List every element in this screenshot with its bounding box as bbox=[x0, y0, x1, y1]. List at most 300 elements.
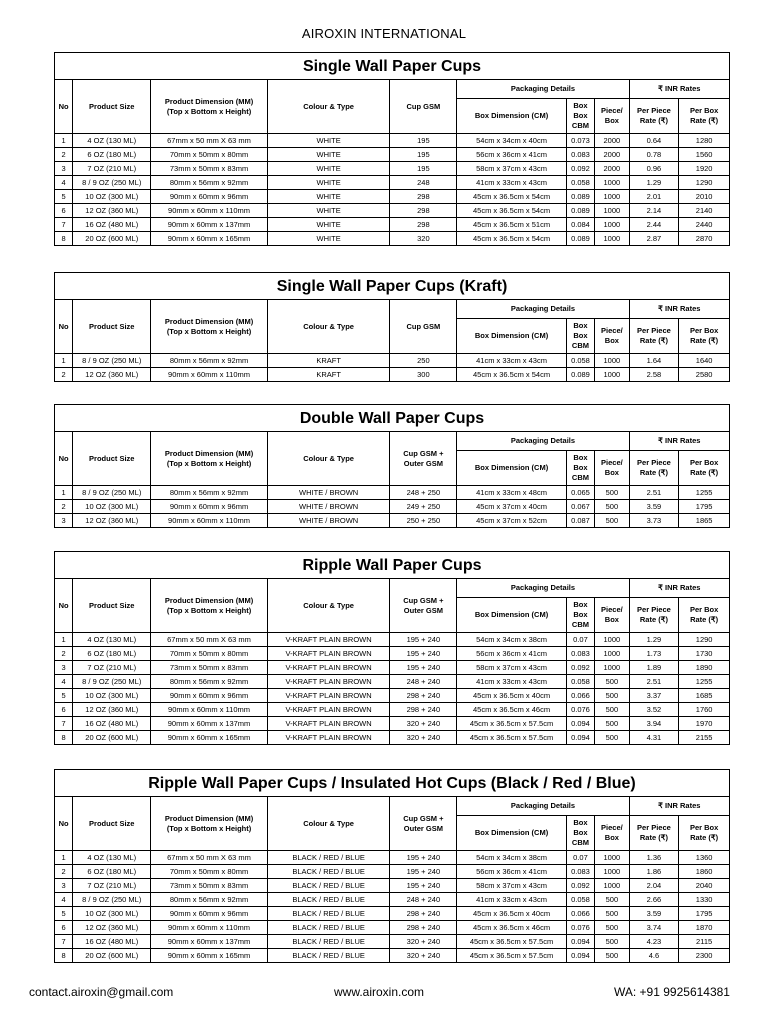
cell-product-size: 20 OZ (600 ML) bbox=[73, 731, 151, 745]
cell-per-box-rate: 2140 bbox=[679, 204, 730, 218]
cell-box-cbm: 0.066 bbox=[566, 907, 594, 921]
cell-box-cbm: 0.083 bbox=[566, 148, 594, 162]
table-row bbox=[55, 190, 730, 204]
cell-per-box-rate: 1870 bbox=[679, 921, 730, 935]
cell-dimension: 90mm x 60mm x 96mm bbox=[151, 190, 268, 204]
header-no: No bbox=[55, 300, 73, 354]
cell-cup-gsm: 248 + 250 bbox=[390, 486, 457, 500]
cell-cup-gsm: 195 + 240 bbox=[390, 851, 457, 865]
header-per-piece-rate bbox=[629, 451, 679, 486]
header-gsm-line1: Cup GSM + bbox=[403, 448, 444, 458]
cell-dimension: 80mm x 56mm x 92mm bbox=[151, 675, 268, 689]
cell-colour-type: WHITE bbox=[267, 134, 390, 148]
cell-no: 8 bbox=[55, 232, 73, 246]
cell-per-piece-rate: 2.51 bbox=[629, 486, 679, 500]
header-per-piece-rate bbox=[629, 319, 679, 354]
cell-product-size: 4 OZ (130 ML) bbox=[73, 134, 151, 148]
header-row bbox=[55, 579, 730, 598]
cell-dimension: 90mm x 60mm x 137mm bbox=[151, 935, 268, 949]
header-per-box-rate bbox=[679, 816, 730, 851]
header-pb-line2: Rate (₹) bbox=[690, 833, 719, 842]
cell-product-size: 7 OZ (210 ML) bbox=[73, 879, 151, 893]
table-row bbox=[55, 935, 730, 949]
cell-dimension: 73mm x 50mm x 83mm bbox=[151, 879, 268, 893]
header-cbm-line2: Box bbox=[573, 828, 588, 837]
cell-dimension: 73mm x 50mm x 83mm bbox=[151, 661, 268, 675]
cell-cup-gsm: 320 bbox=[390, 232, 457, 246]
cell-no: 6 bbox=[55, 204, 73, 218]
cell-piece-box: 1000 bbox=[595, 354, 629, 368]
cell-no: 2 bbox=[55, 865, 73, 879]
cell-no: 1 bbox=[55, 354, 73, 368]
cell-per-box-rate: 1290 bbox=[679, 176, 730, 190]
cell-cup-gsm: 248 + 240 bbox=[390, 675, 457, 689]
header-pb-line1: Per Box bbox=[689, 458, 719, 467]
header-piece-box bbox=[595, 816, 629, 851]
header-packaging-details: Packaging Details bbox=[457, 432, 629, 451]
cell-box-dimension: 45cm x 36.5cm x 57.5cm bbox=[457, 949, 566, 963]
header-dim-line2: (Top x Bottom x Height) bbox=[166, 106, 252, 116]
header-colour-type: Colour & Type bbox=[267, 579, 390, 633]
cell-box-dimension: 45cm x 36.5cm x 40cm bbox=[457, 907, 566, 921]
cell-colour-type: BLACK / RED / BLUE bbox=[267, 851, 390, 865]
cell-per-piece-rate: 2.66 bbox=[629, 893, 679, 907]
cell-no: 5 bbox=[55, 190, 73, 204]
cell-box-cbm: 0.083 bbox=[566, 865, 594, 879]
header-box-cbm bbox=[566, 99, 594, 134]
cell-box-dimension: 41cm x 33cm x 43cm bbox=[457, 176, 566, 190]
cell-colour-type: V-KRAFT PLAIN BROWN bbox=[267, 647, 390, 661]
table-row bbox=[55, 514, 730, 528]
header-colour-type: Colour & Type bbox=[267, 432, 390, 486]
cell-box-cbm: 0.067 bbox=[566, 500, 594, 514]
cell-colour-type: BLACK / RED / BLUE bbox=[267, 879, 390, 893]
header-pb-line2: Rate (₹) bbox=[690, 615, 719, 624]
header-cup-gsm bbox=[390, 579, 457, 633]
header-inr-rates: ₹ INR Rates bbox=[629, 797, 729, 816]
cell-per-piece-rate: 0.96 bbox=[629, 162, 679, 176]
section-title: Double Wall Paper Cups bbox=[54, 404, 730, 431]
cell-product-size: 10 OZ (300 ML) bbox=[73, 190, 151, 204]
cell-box-cbm: 0.089 bbox=[566, 232, 594, 246]
header-pp-line1: Per Piece bbox=[637, 106, 671, 115]
cell-box-dimension: 56cm x 36cm x 41cm bbox=[457, 865, 566, 879]
cell-per-box-rate: 1795 bbox=[679, 500, 730, 514]
cell-piece-box: 2000 bbox=[595, 148, 629, 162]
header-row bbox=[55, 797, 730, 816]
cell-dimension: 67mm x 50 mm X 63 mm bbox=[151, 134, 268, 148]
cell-colour-type: V-KRAFT PLAIN BROWN bbox=[267, 633, 390, 647]
cell-colour-type: V-KRAFT PLAIN BROWN bbox=[267, 717, 390, 731]
cell-per-box-rate: 1890 bbox=[679, 661, 730, 675]
cell-colour-type: WHITE bbox=[267, 176, 390, 190]
cell-dimension: 90mm x 60mm x 110mm bbox=[151, 204, 268, 218]
header-cbm-line3: CBM bbox=[571, 121, 589, 130]
cell-box-dimension: 41cm x 33cm x 43cm bbox=[457, 893, 566, 907]
table-row bbox=[55, 717, 730, 731]
cell-piece-box: 1000 bbox=[595, 879, 629, 893]
cell-per-piece-rate: 1.29 bbox=[629, 176, 679, 190]
cell-per-piece-rate: 1.64 bbox=[629, 354, 679, 368]
cell-colour-type: WHITE bbox=[267, 218, 390, 232]
footer-website: www.airoxin.com bbox=[334, 985, 425, 999]
header-piece-line2: Box bbox=[604, 833, 619, 842]
header-product-dimension bbox=[151, 80, 268, 134]
cell-cup-gsm: 298 bbox=[390, 204, 457, 218]
cell-per-piece-rate: 2.87 bbox=[629, 232, 679, 246]
cell-product-size: 12 OZ (360 ML) bbox=[73, 921, 151, 935]
cell-colour-type: WHITE bbox=[267, 232, 390, 246]
cell-colour-type: BLACK / RED / BLUE bbox=[267, 865, 390, 879]
cell-product-size: 7 OZ (210 ML) bbox=[73, 661, 151, 675]
table-row bbox=[55, 731, 730, 745]
cell-no: 8 bbox=[55, 949, 73, 963]
header-per-piece-rate bbox=[629, 99, 679, 134]
cell-dimension: 80mm x 56mm x 92mm bbox=[151, 893, 268, 907]
cell-box-dimension: 58cm x 37cm x 43cm bbox=[457, 661, 566, 675]
cell-box-dimension: 41cm x 33cm x 48cm bbox=[457, 486, 566, 500]
cell-per-box-rate: 2155 bbox=[679, 731, 730, 745]
header-per-box-rate bbox=[679, 319, 730, 354]
cell-per-piece-rate: 3.52 bbox=[629, 703, 679, 717]
cell-per-box-rate: 1360 bbox=[679, 851, 730, 865]
header-cbm-line1: Box bbox=[573, 453, 588, 462]
cell-product-size: 8 / 9 OZ (250 ML) bbox=[73, 176, 151, 190]
cell-product-size: 6 OZ (180 ML) bbox=[73, 865, 151, 879]
header-packaging-details: Packaging Details bbox=[457, 579, 629, 598]
cell-no: 2 bbox=[55, 368, 73, 382]
header-no: No bbox=[55, 797, 73, 851]
footer-phone: WA: +91 9925614381 bbox=[614, 985, 730, 999]
header-row bbox=[55, 300, 730, 319]
header-product-dimension bbox=[151, 579, 268, 633]
cell-dimension: 73mm x 50mm x 83mm bbox=[151, 162, 268, 176]
price-table bbox=[54, 431, 730, 528]
header-colour-type: Colour & Type bbox=[267, 80, 390, 134]
cell-per-piece-rate: 2.51 bbox=[629, 675, 679, 689]
header-gsm-line2: Outer GSM bbox=[403, 458, 443, 468]
cell-box-cbm: 0.089 bbox=[566, 368, 594, 382]
cell-product-size: 10 OZ (300 ML) bbox=[73, 689, 151, 703]
header-product-dimension bbox=[151, 797, 268, 851]
cell-piece-box: 500 bbox=[595, 717, 629, 731]
cell-piece-box: 1000 bbox=[595, 190, 629, 204]
cell-box-cbm: 0.094 bbox=[566, 935, 594, 949]
cell-piece-box: 500 bbox=[595, 703, 629, 717]
cell-box-cbm: 0.094 bbox=[566, 717, 594, 731]
header-cbm-line1: Box bbox=[573, 600, 588, 609]
header-gsm-line1: Cup GSM + bbox=[403, 595, 444, 605]
header-pp-line1: Per Piece bbox=[637, 605, 671, 614]
cell-box-dimension: 45cm x 36.5cm x 51cm bbox=[457, 218, 566, 232]
cell-colour-type: KRAFT bbox=[267, 368, 390, 382]
header-inr-rates: ₹ INR Rates bbox=[629, 432, 729, 451]
cell-box-cbm: 0.058 bbox=[566, 176, 594, 190]
cell-product-size: 8 / 9 OZ (250 ML) bbox=[73, 675, 151, 689]
table-row bbox=[55, 893, 730, 907]
cell-product-size: 8 / 9 OZ (250 ML) bbox=[73, 486, 151, 500]
table-row bbox=[55, 148, 730, 162]
cell-piece-box: 500 bbox=[595, 731, 629, 745]
cell-colour-type: WHITE / BROWN bbox=[267, 514, 390, 528]
cell-no: 7 bbox=[55, 218, 73, 232]
table-row bbox=[55, 134, 730, 148]
cell-cup-gsm: 320 + 240 bbox=[390, 935, 457, 949]
cell-cup-gsm: 195 + 240 bbox=[390, 661, 457, 675]
cell-cup-gsm: 250 + 250 bbox=[390, 514, 457, 528]
header-box-dimension: Box Dimension (CM) bbox=[457, 598, 566, 633]
header-product-size: Product Size bbox=[73, 300, 151, 354]
cell-per-piece-rate: 4.31 bbox=[629, 731, 679, 745]
cell-product-size: 16 OZ (480 ML) bbox=[73, 935, 151, 949]
header-pp-line2: Rate (₹) bbox=[639, 116, 668, 125]
cell-product-size: 16 OZ (480 ML) bbox=[73, 717, 151, 731]
header-dim-line2: (Top x Bottom x Height) bbox=[166, 605, 252, 615]
header-per-box-rate bbox=[679, 451, 730, 486]
cell-dimension: 90mm x 60mm x 110mm bbox=[151, 514, 268, 528]
cell-cup-gsm: 250 bbox=[390, 354, 457, 368]
cell-per-piece-rate: 3.94 bbox=[629, 717, 679, 731]
cell-no: 7 bbox=[55, 935, 73, 949]
header-pb-line1: Per Box bbox=[689, 605, 719, 614]
table-row bbox=[55, 368, 730, 382]
cell-no: 1 bbox=[55, 633, 73, 647]
cell-per-piece-rate: 1.29 bbox=[629, 633, 679, 647]
cell-product-size: 6 OZ (180 ML) bbox=[73, 148, 151, 162]
cell-dimension: 90mm x 60mm x 96mm bbox=[151, 689, 268, 703]
header-pp-line2: Rate (₹) bbox=[639, 336, 668, 345]
table-row bbox=[55, 865, 730, 879]
header-box-dimension: Box Dimension (CM) bbox=[457, 451, 566, 486]
cell-per-box-rate: 1970 bbox=[679, 717, 730, 731]
header-cbm-line1: Box bbox=[573, 321, 588, 330]
cell-piece-box: 500 bbox=[595, 486, 629, 500]
header-cbm-line3: CBM bbox=[571, 620, 589, 629]
header-per-box-rate bbox=[679, 99, 730, 134]
cell-cup-gsm: 298 bbox=[390, 190, 457, 204]
header-piece-line2: Box bbox=[604, 336, 619, 345]
cell-no: 6 bbox=[55, 703, 73, 717]
cell-per-box-rate: 1730 bbox=[679, 647, 730, 661]
table-row bbox=[55, 204, 730, 218]
cell-product-size: 12 OZ (360 ML) bbox=[73, 703, 151, 717]
header-per-box-rate bbox=[679, 598, 730, 633]
cell-product-size: 10 OZ (300 ML) bbox=[73, 907, 151, 921]
header-piece-line1: Piece/ bbox=[601, 823, 623, 832]
cell-box-cbm: 0.07 bbox=[566, 633, 594, 647]
cell-box-dimension: 45cm x 36.5cm x 57.5cm bbox=[457, 935, 566, 949]
header-cbm-line2: Box bbox=[573, 331, 588, 340]
header-cbm-line3: CBM bbox=[571, 838, 589, 847]
header-piece-line1: Piece/ bbox=[601, 106, 623, 115]
cell-piece-box: 500 bbox=[595, 935, 629, 949]
header-pb-line1: Per Box bbox=[689, 106, 719, 115]
cell-piece-box: 1000 bbox=[595, 661, 629, 675]
table-row bbox=[55, 232, 730, 246]
cell-per-box-rate: 2010 bbox=[679, 190, 730, 204]
cell-box-cbm: 0.092 bbox=[566, 162, 594, 176]
header-dim-line1: Product Dimension (MM) bbox=[164, 448, 254, 458]
cell-box-cbm: 0.058 bbox=[566, 675, 594, 689]
table-row bbox=[55, 647, 730, 661]
header-piece-line2: Box bbox=[604, 615, 619, 624]
cell-product-size: 7 OZ (210 ML) bbox=[73, 162, 151, 176]
header-cbm-line1: Box bbox=[573, 101, 588, 110]
cell-no: 6 bbox=[55, 921, 73, 935]
cell-piece-box: 1000 bbox=[595, 368, 629, 382]
header-packaging-details: Packaging Details bbox=[457, 797, 629, 816]
price-table bbox=[54, 796, 730, 963]
cell-box-cbm: 0.089 bbox=[566, 204, 594, 218]
cell-colour-type: WHITE bbox=[267, 204, 390, 218]
header-pp-line2: Rate (₹) bbox=[639, 468, 668, 477]
cell-no: 5 bbox=[55, 689, 73, 703]
cell-box-dimension: 45cm x 36.5cm x 57.5cm bbox=[457, 731, 566, 745]
cell-per-box-rate: 2300 bbox=[679, 949, 730, 963]
cell-no: 1 bbox=[55, 486, 73, 500]
header-packaging-details: Packaging Details bbox=[457, 80, 629, 99]
section-title: Single Wall Paper Cups (Kraft) bbox=[54, 272, 730, 299]
table-row bbox=[55, 486, 730, 500]
cell-per-piece-rate: 3.73 bbox=[629, 514, 679, 528]
cell-cup-gsm: 195 bbox=[390, 134, 457, 148]
cell-per-piece-rate: 2.58 bbox=[629, 368, 679, 382]
header-cbm-line2: Box bbox=[573, 463, 588, 472]
header-dim-line1: Product Dimension (MM) bbox=[164, 595, 254, 605]
header-product-size: Product Size bbox=[73, 432, 151, 486]
header-row bbox=[55, 80, 730, 99]
header-pb-line2: Rate (₹) bbox=[690, 468, 719, 477]
header-cbm-line2: Box bbox=[573, 111, 588, 120]
cell-per-piece-rate: 0.64 bbox=[629, 134, 679, 148]
header-packaging-details: Packaging Details bbox=[457, 300, 629, 319]
cell-no: 8 bbox=[55, 731, 73, 745]
cell-dimension: 90mm x 60mm x 96mm bbox=[151, 907, 268, 921]
cell-piece-box: 1000 bbox=[595, 647, 629, 661]
cell-colour-type: BLACK / RED / BLUE bbox=[267, 921, 390, 935]
cell-cup-gsm: 298 + 240 bbox=[390, 703, 457, 717]
cell-per-piece-rate: 2.04 bbox=[629, 879, 679, 893]
header-per-piece-rate bbox=[629, 598, 679, 633]
cell-no: 4 bbox=[55, 675, 73, 689]
table-row bbox=[55, 703, 730, 717]
cell-cup-gsm: 298 + 240 bbox=[390, 689, 457, 703]
cell-product-size: 8 / 9 OZ (250 ML) bbox=[73, 354, 151, 368]
cell-colour-type: WHITE bbox=[267, 162, 390, 176]
cell-per-box-rate: 1560 bbox=[679, 148, 730, 162]
section-single-wall bbox=[54, 52, 730, 246]
cell-box-cbm: 0.092 bbox=[566, 661, 594, 675]
cell-no: 4 bbox=[55, 893, 73, 907]
cell-piece-box: 2000 bbox=[595, 162, 629, 176]
cell-piece-box: 1000 bbox=[595, 204, 629, 218]
table-row bbox=[55, 921, 730, 935]
cell-colour-type: BLACK / RED / BLUE bbox=[267, 893, 390, 907]
header-no: No bbox=[55, 579, 73, 633]
cell-box-cbm: 0.058 bbox=[566, 893, 594, 907]
header-no: No bbox=[55, 432, 73, 486]
cell-no: 2 bbox=[55, 500, 73, 514]
cell-no: 1 bbox=[55, 851, 73, 865]
cell-product-size: 16 OZ (480 ML) bbox=[73, 218, 151, 232]
header-piece-box bbox=[595, 451, 629, 486]
cell-colour-type: BLACK / RED / BLUE bbox=[267, 935, 390, 949]
header-pb-line1: Per Box bbox=[689, 326, 719, 335]
header-cup-gsm bbox=[390, 797, 457, 851]
cell-box-dimension: 45cm x 36.5cm x 54cm bbox=[457, 368, 566, 382]
cell-per-box-rate: 1860 bbox=[679, 865, 730, 879]
cell-piece-box: 500 bbox=[595, 675, 629, 689]
header-pb-line2: Rate (₹) bbox=[690, 116, 719, 125]
cell-box-dimension: 45cm x 36.5cm x 54cm bbox=[457, 190, 566, 204]
cell-per-box-rate: 2115 bbox=[679, 935, 730, 949]
header-pp-line2: Rate (₹) bbox=[639, 615, 668, 624]
cell-box-cbm: 0.087 bbox=[566, 514, 594, 528]
cell-dimension: 80mm x 56mm x 92mm bbox=[151, 176, 268, 190]
header-pp-line1: Per Piece bbox=[637, 823, 671, 832]
cell-product-size: 4 OZ (130 ML) bbox=[73, 633, 151, 647]
cell-cup-gsm: 298 + 240 bbox=[390, 921, 457, 935]
header-inr-rates: ₹ INR Rates bbox=[629, 579, 729, 598]
cell-dimension: 67mm x 50 mm X 63 mm bbox=[151, 851, 268, 865]
header-colour-type: Colour & Type bbox=[267, 300, 390, 354]
header-product-dimension bbox=[151, 300, 268, 354]
cell-per-piece-rate: 4.6 bbox=[629, 949, 679, 963]
cell-box-cbm: 0.073 bbox=[566, 134, 594, 148]
cell-colour-type: V-KRAFT PLAIN BROWN bbox=[267, 661, 390, 675]
cell-per-box-rate: 1280 bbox=[679, 134, 730, 148]
cell-product-size: 12 OZ (360 ML) bbox=[73, 514, 151, 528]
table-row bbox=[55, 500, 730, 514]
cell-piece-box: 1000 bbox=[595, 232, 629, 246]
cell-box-dimension: 54cm x 34cm x 38cm bbox=[457, 633, 566, 647]
cell-per-piece-rate: 0.78 bbox=[629, 148, 679, 162]
header-dim-line2: (Top x Bottom x Height) bbox=[166, 823, 252, 833]
cell-cup-gsm: 195 bbox=[390, 148, 457, 162]
cell-per-piece-rate: 2.44 bbox=[629, 218, 679, 232]
cell-per-piece-rate: 3.37 bbox=[629, 689, 679, 703]
table-row bbox=[55, 176, 730, 190]
cell-per-piece-rate: 3.74 bbox=[629, 921, 679, 935]
table-row bbox=[55, 354, 730, 368]
cell-cup-gsm: 320 + 240 bbox=[390, 717, 457, 731]
cell-dimension: 90mm x 60mm x 96mm bbox=[151, 500, 268, 514]
cell-per-box-rate: 2440 bbox=[679, 218, 730, 232]
cell-no: 4 bbox=[55, 176, 73, 190]
cell-cup-gsm: 195 bbox=[390, 162, 457, 176]
cell-piece-box: 500 bbox=[595, 514, 629, 528]
cell-colour-type: BLACK / RED / BLUE bbox=[267, 949, 390, 963]
header-piece-line1: Piece/ bbox=[601, 458, 623, 467]
cell-cup-gsm: 195 + 240 bbox=[390, 647, 457, 661]
header-box-dimension: Box Dimension (CM) bbox=[457, 99, 566, 134]
cell-piece-box: 500 bbox=[595, 500, 629, 514]
cell-no: 3 bbox=[55, 879, 73, 893]
cell-colour-type: V-KRAFT PLAIN BROWN bbox=[267, 731, 390, 745]
cell-box-cbm: 0.094 bbox=[566, 731, 594, 745]
cell-box-cbm: 0.092 bbox=[566, 879, 594, 893]
cell-piece-box: 500 bbox=[595, 689, 629, 703]
company-name: AIROXIN INTERNATIONAL bbox=[301, 26, 467, 41]
header-dim-line2: (Top x Bottom x Height) bbox=[166, 326, 252, 336]
header-piece-box bbox=[595, 319, 629, 354]
cell-per-piece-rate: 3.59 bbox=[629, 907, 679, 921]
cell-per-piece-rate: 4.23 bbox=[629, 935, 679, 949]
table-row bbox=[55, 633, 730, 647]
cell-per-box-rate: 1685 bbox=[679, 689, 730, 703]
cell-cup-gsm: 248 + 240 bbox=[390, 893, 457, 907]
cell-dimension: 90mm x 60mm x 110mm bbox=[151, 703, 268, 717]
